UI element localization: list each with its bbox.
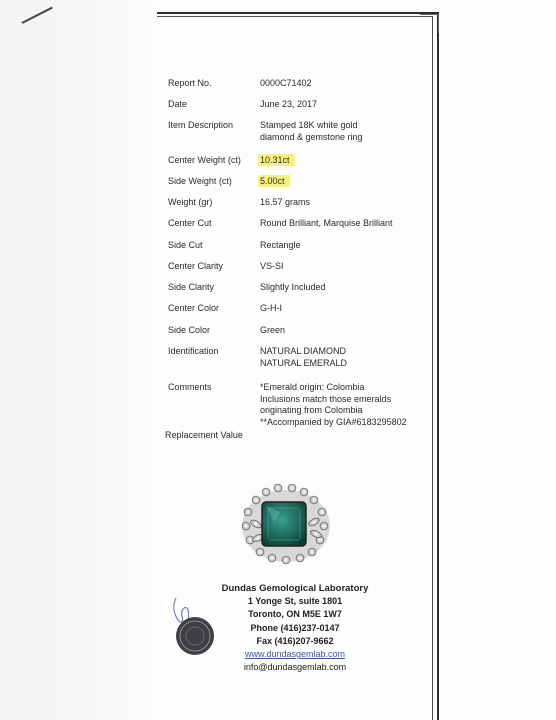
- lab-name: Dundas Gemological Laboratory: [221, 583, 369, 594]
- field-value: June 23, 2017: [260, 99, 318, 109]
- field-value: 0000C71402: [260, 78, 312, 88]
- field-value: Stamped 18K white gold diamond & gemstone ring: [260, 120, 363, 142]
- frame-corner-ornament: [420, 14, 439, 33]
- field-label: Identification: [168, 346, 219, 356]
- frame-top-line: [157, 12, 437, 14]
- field-value: [260, 176, 430, 188]
- lab-phone: Phone (416)237-0147: [250, 622, 340, 633]
- field-value: Rectangle: [260, 240, 301, 250]
- field-label: Center Color: [168, 303, 220, 313]
- highlighted-value: 5.00ct: [258, 175, 290, 187]
- field-label: Side Weight (ct): [168, 176, 232, 186]
- lab-address-line1: 1 Yonge St, suite 1801: [247, 596, 343, 607]
- field-label: Date: [168, 99, 188, 109]
- field-label: Center Cut: [168, 218, 212, 228]
- lab-fax: Fax (416)207-9662: [256, 635, 334, 646]
- replacement-value-label: Replacement Value: [165, 430, 243, 440]
- field-value: [260, 155, 430, 167]
- field-label: Side Color: [168, 325, 211, 335]
- field-label: Center Weight (ct): [168, 155, 241, 165]
- field-value: Green: [260, 325, 286, 335]
- field-value: Slightly Included: [260, 282, 326, 292]
- field-label: Report No.: [168, 78, 212, 88]
- lab-email[interactable]: info@dundasgemlab.com: [243, 662, 347, 673]
- frame-right-inner-line: [432, 16, 433, 720]
- ring-photo: [236, 482, 332, 566]
- field-value: *Emerald origin: Colombia Inclusions match those emeralds originating from Colombia **Accompanied by GIA#6183295802: [260, 382, 407, 427]
- lab-address-line2: Toronto, ON M5E 1W7: [248, 609, 342, 620]
- frame-top-inner-line: [157, 16, 433, 17]
- field-value: NATURAL DIAMOND NATURAL EMERALD: [260, 346, 348, 368]
- field-value: G-H-I: [260, 303, 282, 313]
- field-value: VS-SI: [260, 261, 284, 271]
- scan-margin: [0, 0, 150, 720]
- field-label: Item Description: [168, 120, 234, 130]
- lab-website-link[interactable]: www.dundasgemlab.com: [244, 649, 346, 660]
- highlighted-value: 10.31ct: [258, 154, 295, 166]
- field-label: Center Clarity: [168, 261, 224, 271]
- field-value: Round Brilliant, Marquise Brilliant: [260, 218, 393, 228]
- field-label: Weight (gr): [168, 197, 213, 207]
- field-label: Side Cut: [168, 240, 203, 250]
- field-label: Side Clarity: [168, 282, 215, 292]
- frame-right-line: [437, 12, 439, 720]
- lab-contact-block: [190, 582, 400, 674]
- field-label: Comments: [168, 382, 212, 392]
- field-value: 16.57 grams: [260, 197, 311, 207]
